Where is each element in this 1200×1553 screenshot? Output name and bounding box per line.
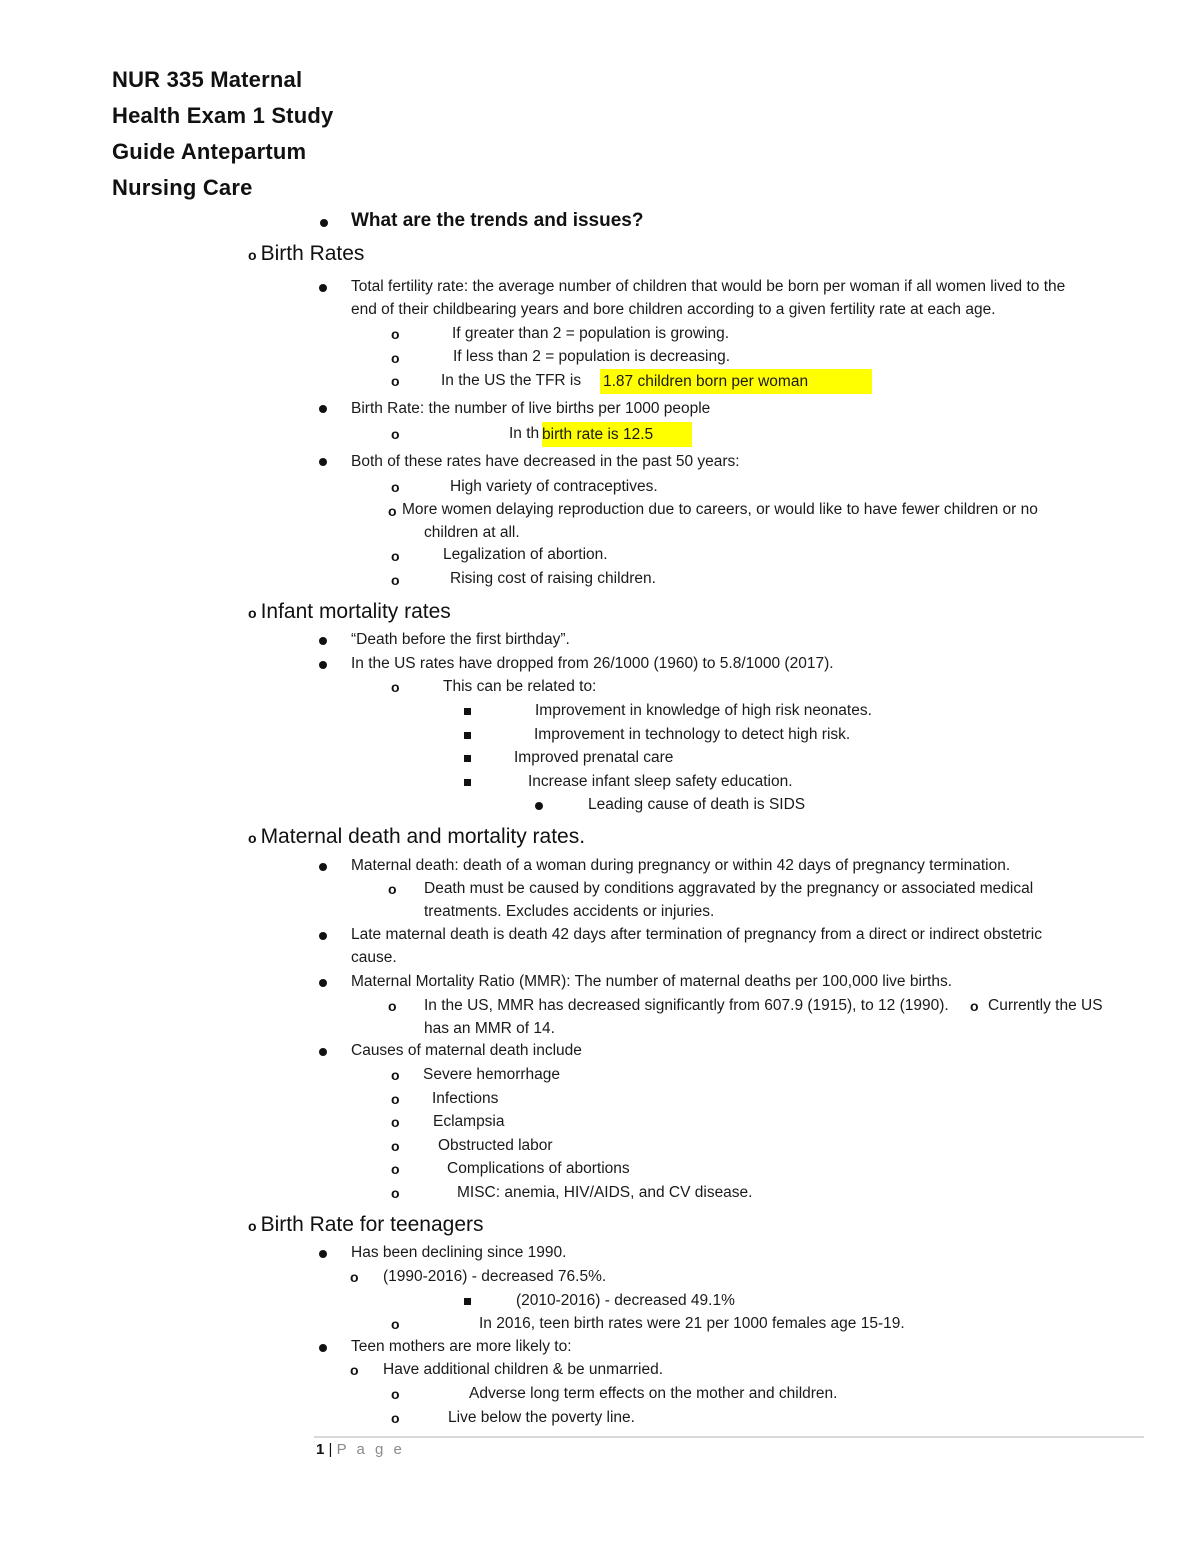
- tfr-greater: If greater than 2 = population is growing.: [452, 325, 730, 342]
- section-heading-text: Maternal death and mortality rates.: [260, 825, 586, 848]
- bullet-disc-icon: [319, 1250, 327, 1258]
- bullet-circle-icon: o: [391, 548, 400, 564]
- section-heading-teen: o Birth Rate for teenagers: [248, 1213, 484, 1236]
- doc-title-line-4: Nursing Care: [112, 175, 253, 200]
- maternal-cause-line-1: Death must be caused by conditions aggravated by the pregnancy or associated medical: [424, 880, 1034, 897]
- infant-mortality-us-rates: In the US rates have dropped from 26/1000 (1960) to 5.8/1000 (2017).: [351, 655, 834, 672]
- bullet-disc-icon: [319, 284, 327, 292]
- causes-intro: Causes of maternal death include: [351, 1042, 582, 1059]
- section-heading-birth-rates: o Birth Rates: [248, 242, 365, 265]
- related-sleep-safety: Increase infant sleep safety education.: [528, 773, 793, 790]
- cause-infections: Infections: [432, 1090, 499, 1107]
- bullet-circle-icon: o: [391, 1386, 400, 1402]
- bullet-circle-icon: o: [391, 479, 400, 495]
- teen-declining: Has been declining since 1990.: [351, 1244, 567, 1261]
- bullet-disc-icon: [319, 1048, 327, 1056]
- cause-hemorrhage: Severe hemorrhage: [423, 1066, 560, 1083]
- teen-likely-poverty: Live below the poverty line.: [448, 1409, 635, 1426]
- bullet-circle-icon: o: [391, 1138, 400, 1154]
- section-heading-text: Infant mortality rates: [260, 600, 451, 623]
- footer-divider: [314, 1436, 1144, 1438]
- bullet-circle-icon: o: [350, 1269, 359, 1285]
- section-heading-text: Birth Rate for teenagers: [260, 1213, 484, 1236]
- bullet-circle-icon: o: [388, 503, 397, 519]
- bullet-circle-icon: o: [388, 998, 397, 1014]
- late-maternal-line-1: Late maternal death is death 42 days after termination of pregnancy from a direct or indirect obstetric: [351, 926, 1042, 943]
- bullet-circle-icon: o: [391, 1185, 400, 1201]
- sids-cause: Leading cause of death is SIDS: [588, 796, 806, 813]
- bullet-disc-icon: [319, 979, 327, 987]
- teen-decrease-1990: (1990-2016) - decreased 76.5%.: [383, 1268, 607, 1285]
- doc-title-line-2: Health Exam 1 Study: [112, 103, 334, 128]
- related-prenatal: Improved prenatal care: [514, 749, 674, 766]
- doc-title-line-3: Guide Antepartum: [112, 139, 307, 164]
- bullet-square-icon: [464, 708, 471, 715]
- bullet-circle-icon: o: [391, 350, 400, 366]
- bullet-circle-icon: o: [391, 679, 400, 695]
- bullet-circle-icon: o: [391, 572, 400, 588]
- bullet-square-icon: [464, 779, 471, 786]
- teen-likely-children: Have additional children & be unmarried.: [383, 1361, 664, 1378]
- page-footer: [316, 1441, 405, 1458]
- teen-decrease-2010: (2010-2016) - decreased 49.1%: [516, 1292, 735, 1309]
- reason-cost: Rising cost of raising children.: [450, 570, 656, 587]
- section-heading-maternal: o Maternal death and mortality rates.: [248, 825, 586, 848]
- bullet-circle-icon: o: [391, 1316, 400, 1332]
- bullet-disc-icon: [535, 802, 543, 810]
- cause-misc: MISC: anemia, HIV/AIDS, and CV disease.: [457, 1184, 753, 1201]
- reason-abortion: Legalization of abortion.: [443, 546, 608, 563]
- infant-mortality-definition: “Death before the first birthday”.: [351, 631, 570, 648]
- bullet-circle-icon: o: [391, 1091, 400, 1107]
- section-heading-infant-mortality: o Infant mortality rates: [248, 600, 451, 623]
- mmr-definition: Maternal Mortality Ratio (MMR): The number of maternal deaths per 100,000 live births.: [351, 973, 953, 990]
- main-question: What are the trends and issues?: [351, 210, 644, 231]
- page-label: P a g e: [336, 1441, 405, 1458]
- mmr-us-line-2: has an MMR of 14.: [424, 1020, 555, 1037]
- birth-rate-prefix: In th: [509, 425, 540, 442]
- bullet-square-icon: [464, 732, 471, 739]
- bullet-circle-icon: o: [970, 998, 979, 1014]
- maternal-cause-line-2: treatments. Excludes accidents or injuries.: [424, 903, 715, 920]
- bullet-disc-icon: [319, 458, 327, 466]
- bullet-disc-icon: [319, 405, 327, 413]
- bullet-disc-icon: [319, 1344, 327, 1352]
- cause-eclampsia: Eclampsia: [433, 1113, 505, 1130]
- bullet-disc-icon: [320, 219, 328, 227]
- related-to: This can be related to:: [443, 678, 597, 695]
- bullet-circle-icon: o: [388, 881, 397, 897]
- section-heading-text: Birth Rates: [260, 242, 365, 265]
- bullet-circle-icon: o: [391, 373, 400, 389]
- bullet-circle-icon: o: [350, 1362, 359, 1378]
- teen-likely-adverse: Adverse long term effects on the mother and children.: [469, 1385, 838, 1402]
- teen-2016-rate: In 2016, teen birth rates were 21 per 1000 females age 15-19.: [479, 1315, 905, 1332]
- bullet-square-icon: [464, 755, 471, 762]
- reason-contraceptives: High variety of contraceptives.: [450, 478, 658, 495]
- mmr-us-line-1: In the US, MMR has decreased significantly from 607.9 (1915), to 12 (1990).: [424, 997, 949, 1014]
- related-knowledge: Improvement in knowledge of high risk neonates.: [535, 702, 872, 719]
- rates-decreased: Both of these rates have decreased in the past 50 years:: [351, 453, 740, 470]
- page-number: 1: [316, 1441, 325, 1458]
- bullet-circle-icon: o: [391, 326, 400, 342]
- maternal-death-definition: Maternal death: death of a woman during pregnancy or within 42 days of pregnancy termination.: [351, 857, 1011, 874]
- cause-abortion-complications: Complications of abortions: [447, 1160, 630, 1177]
- bullet-circle-icon: o: [391, 1410, 400, 1426]
- doc-title-line-1: NUR 335 Maternal: [112, 67, 303, 92]
- reason-delaying-line-1: More women delaying reproduction due to careers, or would like to have fewer children or no: [402, 501, 1038, 518]
- tfr-definition-line-1: Total fertility rate: the average number of children that would be born per woman if all women lived to the: [351, 278, 1066, 295]
- footer-separator: |: [328, 1441, 333, 1458]
- bullet-circle-icon: o: [391, 1161, 400, 1177]
- birth-rate-value-highlight: birth rate is 12.5: [542, 422, 692, 447]
- tfr-us-prefix: In the US the TFR is: [441, 372, 582, 389]
- late-maternal-line-2: cause.: [351, 949, 397, 966]
- bullet-disc-icon: [319, 661, 327, 669]
- bullet-disc-icon: [319, 932, 327, 940]
- bullet-circle-icon: o: [391, 1067, 400, 1083]
- bullet-disc-icon: [319, 863, 327, 871]
- reason-delaying-line-2: children at all.: [424, 524, 520, 541]
- bullet-circle-icon: o: [391, 426, 400, 442]
- bullet-square-icon: [464, 1298, 471, 1305]
- related-technology: Improvement in technology to detect high risk.: [534, 726, 851, 743]
- tfr-definition-line-2: end of their childbearing years and bore children according to a given fertility rate at each age.: [351, 301, 996, 318]
- cause-obstructed-labor: Obstructed labor: [438, 1137, 553, 1154]
- tfr-less: If less than 2 = population is decreasing.: [453, 348, 731, 365]
- bullet-disc-icon: [319, 637, 327, 645]
- mmr-us-line-1b: Currently the US: [988, 997, 1103, 1014]
- bullet-circle-icon: o: [391, 1114, 400, 1130]
- teen-likely: Teen mothers are more likely to:: [351, 1338, 572, 1355]
- birth-rate-definition: Birth Rate: the number of live births per 1000 people: [351, 400, 711, 417]
- tfr-us-value-highlight: 1.87 children born per woman: [600, 369, 872, 394]
